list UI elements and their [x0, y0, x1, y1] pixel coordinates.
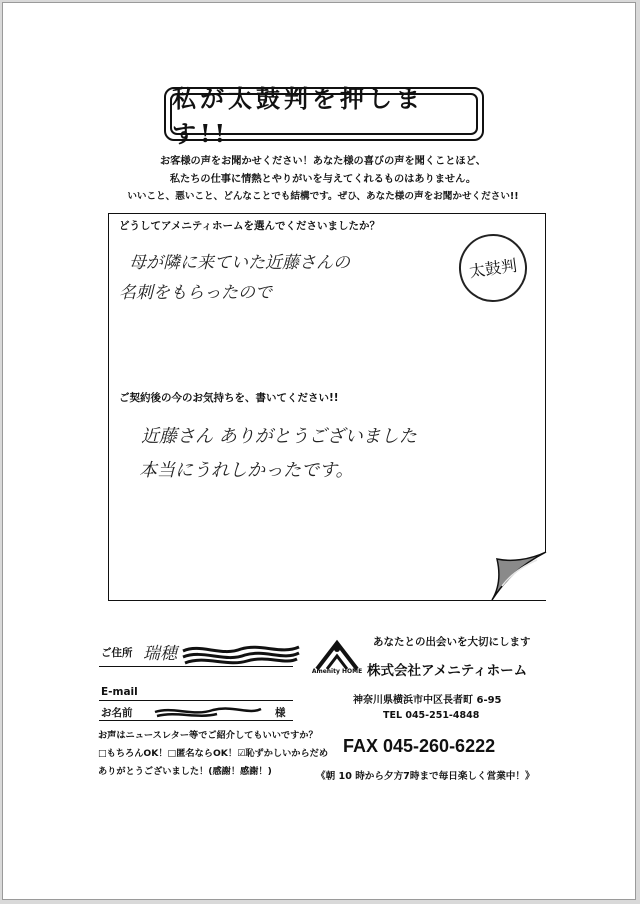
name-underline [99, 720, 293, 721]
stamp-glyph: 判 [499, 255, 519, 277]
address-value: 瑞穂 [143, 644, 177, 664]
company-name: 株式会社アメニティホーム [367, 663, 528, 679]
intro-line-1: お客様の声をお聞かせください！あなた様の喜びの声を聞くことほど、 [160, 156, 486, 167]
answer-2-line-1: 近藤さん ありがとうございました [141, 426, 417, 447]
company-address: 神奈川県横浜市中区長者町 6-95 [353, 695, 502, 706]
thanks-text: ありがとうございました！(感謝！感謝！) [98, 766, 272, 777]
page-title: 私が太鼓判を押します!! [170, 93, 478, 135]
email-label: E-mail [101, 686, 138, 698]
company-tagline: あなたとの出会いを大切にします [373, 636, 531, 648]
address-underline [99, 666, 293, 667]
stamp-glyph: 鼓 [483, 257, 503, 279]
intro-line-2: 私たちの仕事に情熱とやりがいを与えてくれるものはありません。 [169, 174, 477, 185]
redaction-scribble-icon [181, 641, 301, 669]
page-curl-icon [109, 214, 547, 602]
answer-2-line-2: 本当にうれしかったです。 [139, 460, 354, 481]
stamp-glyph: 太 [467, 259, 487, 281]
address-label: ご住所 [101, 647, 133, 659]
intro-line-3: いいこと、悪いこと、どんなことでも結構です。ぜひ、あなた様の声をお聞かせください!! [127, 191, 519, 202]
business-hours: 《朝 10 時から夕方7時まで毎日楽しく営業中！》 [316, 771, 535, 782]
name-suffix: 様 [275, 707, 286, 719]
logo-wordmark: Amenity HOME [311, 668, 363, 675]
question-2: ご契約後の今のお気持ちを、書いてください!! [119, 392, 339, 404]
newsletter-question: お声はニュースレター等でご紹介してもいいですか？ [98, 730, 318, 741]
answer-1-line-1: 母が隣に来ていた近藤さんの [129, 253, 350, 273]
survey-sheet [2, 2, 636, 900]
answer-1-line-2: 名刺をもらったので [119, 283, 272, 303]
company-fax: FAX 045-260-6222 [343, 736, 496, 756]
answer-card [108, 213, 546, 601]
question-1: どうしてアメニティホームを選んでくださいましたか？ [119, 220, 381, 232]
company-tel: TEL 045-251-4848 [383, 710, 480, 721]
title-frame [164, 84, 484, 148]
name-redaction-icon [153, 703, 263, 721]
newsletter-options: □もちろんOK！□匿名ならOK！☑恥ずかしいからだめ [98, 748, 329, 759]
email-underline [99, 700, 293, 701]
name-label: お名前 [101, 707, 133, 719]
